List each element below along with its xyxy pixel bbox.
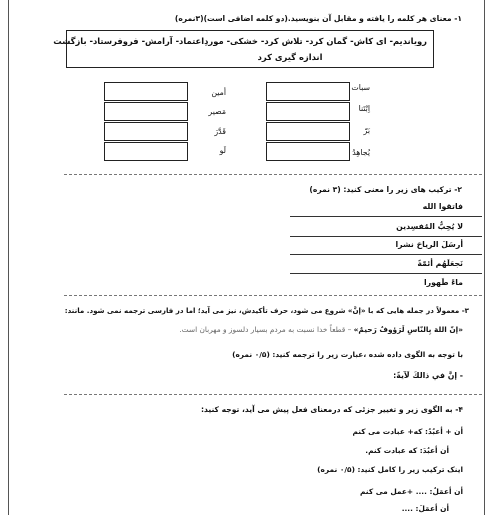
phrase-2: لا يُحِبُّ المُفسِدين bbox=[396, 222, 463, 231]
example-persian: – قطعاً خدا نسبت به مردم بسیار دلسوز و مهربان است. bbox=[179, 325, 352, 334]
answer-box-right-2[interactable] bbox=[266, 102, 350, 121]
question-4-instruction: اینک ترکیب زیر را کامل کنید: (۰/۵ نمره) bbox=[317, 465, 463, 474]
page-border-left bbox=[8, 0, 9, 515]
completion-line-1: أن أعمَلُ: .... +عمل می کنم bbox=[360, 487, 463, 496]
section-divider-1 bbox=[64, 174, 482, 175]
answer-box-left-3[interactable] bbox=[104, 122, 188, 141]
question-3-item: - إنَّ في ذالكَ لَآيةً: bbox=[393, 371, 463, 380]
word-left-1: أمين bbox=[211, 88, 226, 97]
word-right-1: سبات bbox=[351, 83, 370, 92]
question-3-example bbox=[179, 325, 463, 334]
word-left-4: لَو bbox=[219, 146, 226, 155]
word-bank-line-2: اندازه گیری کرد bbox=[257, 52, 323, 62]
answer-box-right-4[interactable] bbox=[266, 142, 350, 161]
word-left-2: مَصير bbox=[208, 107, 226, 116]
answer-line-3[interactable] bbox=[290, 254, 482, 255]
pattern-line-2: أن أعبُدَ: که عبادت کنم. bbox=[365, 446, 449, 455]
pattern-line-1: أن + أعبُدُ: که+ عبادت می کنم bbox=[352, 427, 463, 436]
answer-line-4[interactable] bbox=[290, 273, 482, 274]
phrase-5: ماءً طَهورا bbox=[424, 278, 463, 287]
word-left-3: قَدَّرَ bbox=[214, 127, 226, 136]
question-1-title: ۱- معنای هر کلمه را یافته و مقابل آن بنویسید.(دو کلمه اضافی است)(۳نمره) bbox=[174, 14, 462, 23]
answer-box-left-1[interactable] bbox=[104, 82, 188, 101]
answer-box-left-2[interactable] bbox=[104, 102, 188, 121]
page-border-right bbox=[484, 0, 485, 515]
answer-box-right-1[interactable] bbox=[266, 82, 350, 101]
section-divider-2 bbox=[64, 295, 482, 296]
answer-line-2[interactable] bbox=[290, 236, 482, 237]
phrase-3: أرسَلَ الرياحَ نشرا bbox=[395, 240, 463, 249]
question-3-instruction: با توجه به الگوی داده شده ،عبارت زیر را ترجمه کنید: (۰/۵ نمره) bbox=[232, 350, 463, 359]
question-3-text: ۳- معمولاً در جمله هایی که با «إنَّ» شروع می شود، حرف تأکیدش، نیز می آید؛ اما در فارسی ترجمه نمی شود. مانند: bbox=[64, 306, 469, 315]
completion-line-2: أن أعمَلَ: .... bbox=[401, 504, 449, 513]
word-right-4: يُجاهِدُ bbox=[352, 148, 370, 157]
word-bank-line-1: رویاندیم- ای کاش- گمان کرد- تلاش کرد- خشکی- موردِاعتماد- آرامش- فروفرستاد- بازگشت bbox=[53, 36, 427, 46]
word-right-2: اِبْتَنا bbox=[358, 104, 370, 113]
word-right-3: بَرّ bbox=[363, 126, 370, 135]
word-bank-box bbox=[53, 30, 434, 68]
answer-line-1[interactable] bbox=[290, 216, 482, 217]
answer-box-right-3[interactable] bbox=[266, 122, 350, 141]
question-4-title: ۴- به الگوی زیر و تغییر جزئی که درمعنای فعل پیش می آید، توجه کنید: bbox=[200, 405, 463, 414]
phrase-1: فاتقوا الله bbox=[422, 202, 463, 211]
section-divider-3 bbox=[64, 394, 482, 395]
example-arabic: «إنّ اللهَ بِالنّاسِ لَرَؤوفٌ رَحيمٌ» bbox=[353, 325, 463, 334]
phrase-4: نَجعَلَهُم أئمّةً bbox=[417, 259, 463, 268]
question-2-title: ۲- ترکیب های زیر را معنی کنید: (۳ نمره) bbox=[309, 185, 462, 194]
answer-box-left-4[interactable] bbox=[104, 142, 188, 161]
